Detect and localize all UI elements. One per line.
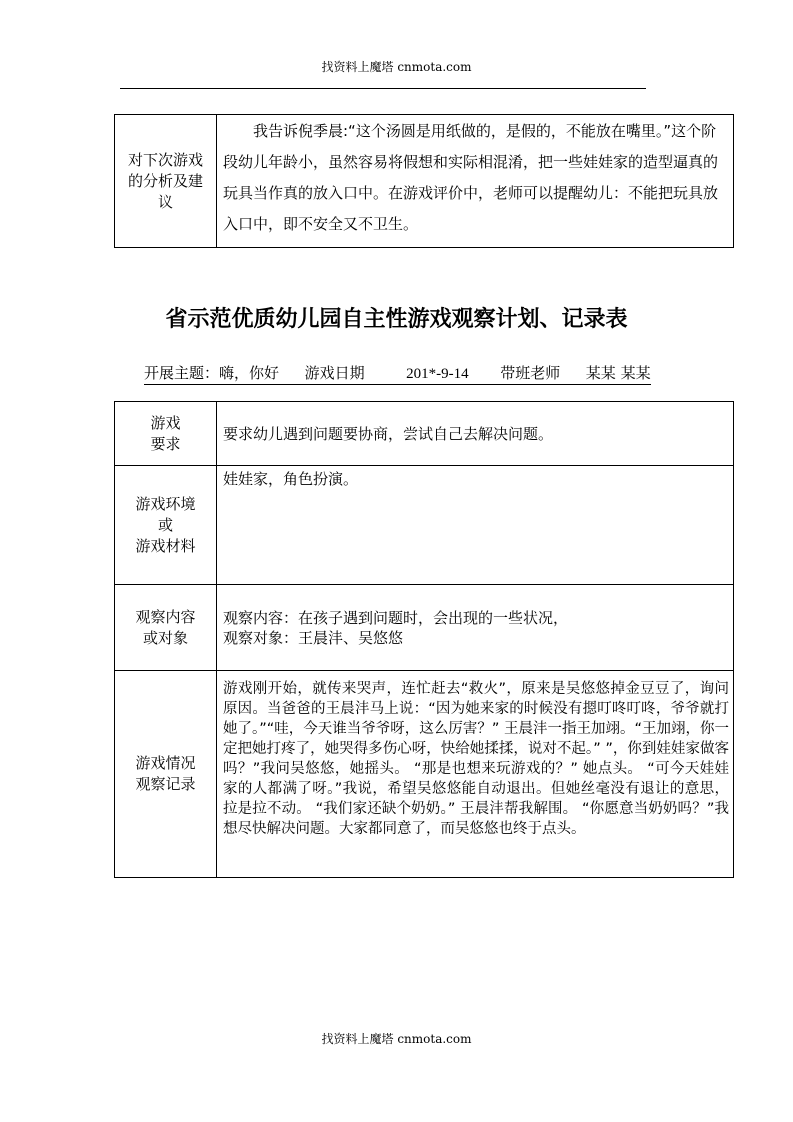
analysis-content-text: 我告诉倪季晨:“这个汤圆是用纸做的，是假的，不能放在嘴里。”这个阶段幼儿年龄小，虽然容易将假想和实际相混淆，把一些娃娃家的造型逼真的玩具当作真的放入口中。在游戏评价中，老师可以提醒幼儿：不能把玩具放入口中，即不安全又不卫生。	[223, 122, 719, 233]
table-row	[115, 115, 734, 248]
row-label-text: 观察内容 或对象	[135, 607, 196, 647]
meta-line	[144, 362, 651, 385]
teacher-label: 带班老师	[500, 364, 561, 382]
row-content	[217, 466, 734, 585]
header-divider	[120, 88, 646, 89]
row-label	[115, 671, 217, 878]
table-row	[115, 671, 734, 878]
row-label	[115, 585, 217, 671]
page-footer: 找资料上魔塔 cnmota.com	[321, 1032, 472, 1046]
table-row	[115, 402, 734, 466]
analysis-table	[114, 114, 734, 248]
page-title: 省示范优质幼儿园自主性游戏观察计划、记录表	[165, 307, 628, 332]
analysis-label	[115, 115, 217, 248]
date-value: 201*-9-14	[406, 366, 469, 382]
row-content	[217, 402, 734, 466]
analysis-label-text: 对下次游戏的分析及建议	[127, 150, 203, 211]
row-label	[115, 402, 217, 466]
row-label-text: 游戏环境 或 游戏材料	[135, 494, 196, 555]
teacher-value: 某某 某某	[585, 364, 651, 382]
theme-label: 开展主题：嗨，你好	[144, 364, 280, 382]
observation-table	[114, 401, 734, 878]
analysis-content	[217, 115, 734, 248]
row-content	[217, 671, 734, 878]
table-row	[115, 466, 734, 585]
row-label-text: 游戏 要求	[150, 413, 181, 453]
row-label	[115, 466, 217, 585]
date-label: 游戏日期	[304, 364, 365, 382]
page-header: 找资料上魔塔 cnmota.com	[321, 60, 472, 74]
row-content	[217, 585, 734, 671]
row-content-text: 要求幼儿遇到问题要协商，尝试自己去解决问题。	[223, 424, 554, 443]
row-label-text: 游戏情况 观察记录	[135, 754, 196, 793]
table-row	[115, 585, 734, 671]
row-content-text: 娃娃家，角色扮演。	[223, 470, 359, 488]
row-content-text: 观察内容：在孩子遇到问题时，会出现的一些状况， 观察对象：王晨沣、吴悠悠	[223, 608, 569, 647]
row-content-text: 游戏刚开始，就传来哭声，连忙赶去“救火”，原来是吴悠悠掉金豆豆了，询问原因。当爸爸的王晨沣马上说：“因为她来家的时候没有摁叮咚叮咚，爷爷就打她了。”“哇，今天谁当爷爷呀，这么厉害？” 王晨沣一指王加翊。“王加翊，你一定把她打疼了，她哭得多伤心呀，快给她揉揉，说对不起。” ”，你到娃娃家做客吗？”我问吴悠悠，她摇头。 “那是也想来玩游戏的？” 她点头。 “可今天娃娃家的人都满了呀。”我说，希望吴悠悠能自动退出。但她丝毫没有退让的意思，拉是拉不动。 “我们家还缺个奶奶。” 王晨沣帮我解围。 “你愿意当奶奶吗？”我想尽快解决问题。大家都同意了，而吴悠悠也终于点头。	[223, 681, 729, 837]
